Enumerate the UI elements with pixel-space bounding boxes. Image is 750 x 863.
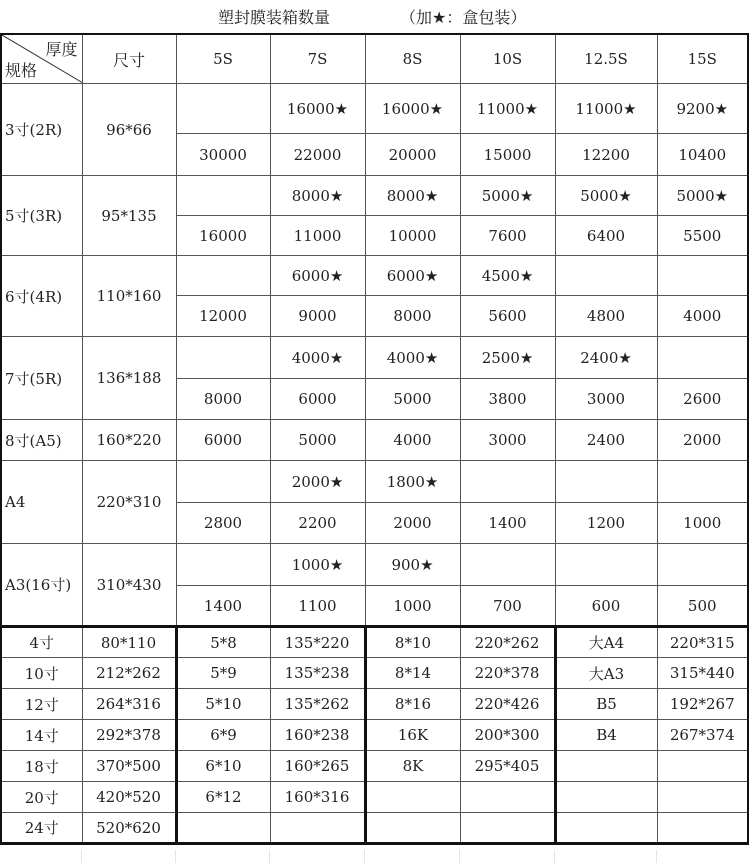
size-reference-row bbox=[1, 627, 748, 658]
reference-name-cell[interactable]: 5*8 bbox=[176, 627, 270, 658]
boxed-quantity-cell[interactable]: 16000★ bbox=[365, 84, 460, 134]
spec-row bbox=[1, 461, 748, 503]
reference-size-cell[interactable]: 267*374 bbox=[657, 720, 748, 751]
reference-name-cell[interactable]: 8K bbox=[365, 751, 460, 782]
boxed-quantity-cell[interactable] bbox=[555, 544, 657, 586]
spec-cell[interactable]: 6寸(4R) bbox=[1, 256, 82, 337]
reference-name-cell[interactable]: 12寸 bbox=[1, 689, 82, 720]
reference-name-cell[interactable]: 6*10 bbox=[176, 751, 270, 782]
boxed-quantity-cell[interactable]: 6000★ bbox=[270, 256, 365, 296]
reference-name-cell[interactable] bbox=[555, 813, 657, 844]
reference-size-cell[interactable]: 135*238 bbox=[270, 658, 365, 689]
reference-name-cell[interactable]: 4寸 bbox=[1, 627, 82, 658]
reference-name-cell[interactable]: 16K bbox=[365, 720, 460, 751]
quantity-cell[interactable]: 5000 bbox=[365, 379, 460, 420]
reference-size-cell[interactable]: 160*265 bbox=[270, 751, 365, 782]
quantity-cell[interactable]: 5000 bbox=[270, 420, 365, 461]
size-cell[interactable]: 310*430 bbox=[82, 544, 176, 627]
quantity-cell[interactable]: 6000 bbox=[176, 420, 270, 461]
size-cell[interactable]: 136*188 bbox=[82, 337, 176, 420]
size-cell[interactable]: 95*135 bbox=[82, 176, 176, 256]
quantity-cell[interactable]: 6000 bbox=[270, 379, 365, 420]
boxed-quantity-cell[interactable] bbox=[176, 337, 270, 379]
boxed-quantity-cell[interactable]: 5000★ bbox=[460, 176, 555, 216]
boxed-quantity-cell[interactable]: 1000★ bbox=[270, 544, 365, 586]
reference-name-cell[interactable]: B5 bbox=[555, 689, 657, 720]
corner-header-cell[interactable] bbox=[1, 34, 82, 84]
quantity-cell[interactable]: 3800 bbox=[460, 379, 555, 420]
boxed-quantity-cell[interactable] bbox=[176, 256, 270, 296]
reference-name-cell[interactable]: 20寸 bbox=[1, 782, 82, 813]
reference-name-cell[interactable]: 大A4 bbox=[555, 627, 657, 658]
reference-size-cell[interactable] bbox=[460, 813, 555, 844]
reference-name-cell[interactable] bbox=[365, 782, 460, 813]
quantity-cell[interactable]: 9000 bbox=[270, 296, 365, 337]
reference-name-cell[interactable] bbox=[555, 751, 657, 782]
reference-size-cell[interactable]: 200*300 bbox=[460, 720, 555, 751]
reference-name-cell[interactable]: 8*16 bbox=[365, 689, 460, 720]
reference-size-cell[interactable]: 220*315 bbox=[657, 627, 748, 658]
quantity-cell[interactable]: 15000 bbox=[460, 134, 555, 176]
size-cell[interactable]: 220*310 bbox=[82, 461, 176, 544]
boxed-quantity-cell[interactable]: 5000★ bbox=[555, 176, 657, 216]
quantity-cell[interactable]: 11000 bbox=[270, 216, 365, 256]
quantity-cell[interactable]: 5500 bbox=[657, 216, 748, 256]
spec-cell[interactable]: 5寸(3R) bbox=[1, 176, 82, 256]
spec-row bbox=[1, 84, 748, 134]
boxed-quantity-cell[interactable] bbox=[176, 176, 270, 216]
thickness-header-12.5S[interactable]: 12.5S bbox=[555, 34, 657, 84]
thickness-header-15S[interactable]: 15S bbox=[657, 34, 748, 84]
boxed-quantity-cell[interactable]: 11000★ bbox=[555, 84, 657, 134]
quantity-cell[interactable]: 2400 bbox=[555, 420, 657, 461]
quantity-cell[interactable]: 1200 bbox=[555, 503, 657, 544]
size-reference-row bbox=[1, 658, 748, 689]
reference-size-cell[interactable]: 220*426 bbox=[460, 689, 555, 720]
spec-cell[interactable]: 8寸(A5) bbox=[1, 420, 82, 461]
size-cell[interactable]: 160*220 bbox=[82, 420, 176, 461]
reference-size-cell[interactable]: 520*620 bbox=[82, 813, 176, 844]
boxed-quantity-cell[interactable] bbox=[176, 544, 270, 586]
sheet-title: 塑封膜装箱数量 bbox=[218, 8, 331, 27]
quantity-cell[interactable]: 22000 bbox=[270, 134, 365, 176]
reference-name-cell[interactable]: 大A3 bbox=[555, 658, 657, 689]
quantity-cell[interactable]: 1000 bbox=[365, 586, 460, 627]
quantity-cell[interactable]: 1000 bbox=[657, 503, 748, 544]
quantity-cell[interactable]: 1100 bbox=[270, 586, 365, 627]
reference-name-cell[interactable] bbox=[555, 782, 657, 813]
reference-size-cell[interactable] bbox=[460, 782, 555, 813]
size-reference-row bbox=[1, 751, 748, 782]
quantity-cell[interactable]: 2200 bbox=[270, 503, 365, 544]
reference-name-cell[interactable]: 18寸 bbox=[1, 751, 82, 782]
title-bar bbox=[0, 0, 750, 33]
quantity-cell[interactable]: 20000 bbox=[365, 134, 460, 176]
boxed-quantity-cell[interactable] bbox=[657, 544, 748, 586]
spec-row bbox=[1, 176, 748, 216]
size-cell[interactable]: 96*66 bbox=[82, 84, 176, 176]
reference-size-cell[interactable]: 220*262 bbox=[460, 627, 555, 658]
boxed-quantity-cell[interactable]: 2400★ bbox=[555, 337, 657, 379]
reference-size-cell[interactable]: 160*316 bbox=[270, 782, 365, 813]
quantity-cell[interactable]: 1400 bbox=[176, 586, 270, 627]
star-legend-note: （加★：盒包装） bbox=[400, 8, 527, 27]
size-reference-row bbox=[1, 720, 748, 751]
boxed-quantity-cell[interactable]: 4500★ bbox=[460, 256, 555, 296]
reference-name-cell[interactable]: 8*10 bbox=[365, 627, 460, 658]
quantity-cell[interactable]: 12200 bbox=[555, 134, 657, 176]
quantity-cell[interactable]: 5600 bbox=[460, 296, 555, 337]
reference-size-cell[interactable]: 370*500 bbox=[82, 751, 176, 782]
reference-size-cell[interactable]: 80*110 bbox=[82, 627, 176, 658]
quantity-cell[interactable]: 700 bbox=[460, 586, 555, 627]
quantity-cell[interactable]: 30000 bbox=[176, 134, 270, 176]
quantity-cell[interactable]: 600 bbox=[555, 586, 657, 627]
boxed-quantity-cell[interactable]: 9200★ bbox=[657, 84, 748, 134]
reference-name-cell[interactable]: 8*14 bbox=[365, 658, 460, 689]
reference-name-cell[interactable] bbox=[176, 813, 270, 844]
boxed-quantity-cell[interactable] bbox=[657, 337, 748, 379]
quantity-cell[interactable]: 6400 bbox=[555, 216, 657, 256]
packing-quantity-table bbox=[0, 33, 749, 845]
thickness-header-10S[interactable]: 10S bbox=[460, 34, 555, 84]
quantity-cell[interactable]: 7600 bbox=[460, 216, 555, 256]
boxed-quantity-cell[interactable]: 8000★ bbox=[365, 176, 460, 216]
thickness-header-5S[interactable]: 5S bbox=[176, 34, 270, 84]
quantity-cell[interactable]: 8000 bbox=[176, 379, 270, 420]
quantity-cell[interactable]: 12000 bbox=[176, 296, 270, 337]
quantity-cell[interactable]: 4800 bbox=[555, 296, 657, 337]
boxed-quantity-cell[interactable] bbox=[176, 461, 270, 503]
quantity-cell[interactable]: 2000 bbox=[657, 420, 748, 461]
reference-size-cell[interactable]: 135*262 bbox=[270, 689, 365, 720]
boxed-quantity-cell[interactable]: 1800★ bbox=[365, 461, 460, 503]
quantity-cell[interactable]: 4000 bbox=[365, 420, 460, 461]
boxed-quantity-cell[interactable] bbox=[460, 461, 555, 503]
boxed-quantity-cell[interactable]: 2500★ bbox=[460, 337, 555, 379]
reference-size-cell[interactable] bbox=[657, 813, 748, 844]
header-row bbox=[1, 34, 748, 84]
reference-name-cell[interactable]: 6*9 bbox=[176, 720, 270, 751]
reference-size-cell[interactable]: 212*262 bbox=[82, 658, 176, 689]
size-reference-row bbox=[1, 813, 748, 844]
size-cell[interactable]: 110*160 bbox=[82, 256, 176, 337]
reference-size-cell[interactable]: 292*378 bbox=[82, 720, 176, 751]
reference-size-cell[interactable]: 315*440 bbox=[657, 658, 748, 689]
quantity-cell[interactable]: 1400 bbox=[460, 503, 555, 544]
reference-name-cell[interactable]: 6*12 bbox=[176, 782, 270, 813]
boxed-quantity-cell[interactable] bbox=[555, 256, 657, 296]
reference-size-cell[interactable]: 160*238 bbox=[270, 720, 365, 751]
spec-row bbox=[1, 420, 748, 461]
boxed-quantity-cell[interactable]: 11000★ bbox=[460, 84, 555, 134]
thickness-header-7S[interactable]: 7S bbox=[270, 34, 365, 84]
boxed-quantity-cell[interactable]: 4000★ bbox=[270, 337, 365, 379]
boxed-quantity-cell[interactable]: 6000★ bbox=[365, 256, 460, 296]
spec-cell[interactable]: 3寸(2R) bbox=[1, 84, 82, 176]
quantity-cell[interactable]: 2800 bbox=[176, 503, 270, 544]
quantity-cell[interactable]: 2600 bbox=[657, 379, 748, 420]
reference-name-cell[interactable]: 5*10 bbox=[176, 689, 270, 720]
spec-cell[interactable]: 7寸(5R) bbox=[1, 337, 82, 420]
reference-name-cell[interactable]: B4 bbox=[555, 720, 657, 751]
size-header-cell[interactable]: 尺寸 bbox=[82, 34, 176, 84]
reference-name-cell[interactable] bbox=[365, 813, 460, 844]
boxed-quantity-cell[interactable]: 8000★ bbox=[270, 176, 365, 216]
boxed-quantity-cell[interactable]: 5000★ bbox=[657, 176, 748, 216]
spec-row bbox=[1, 256, 748, 296]
spreadsheet-gridlines bbox=[0, 850, 750, 863]
quantity-cell[interactable]: 3000 bbox=[555, 379, 657, 420]
quantity-cell[interactable]: 10000 bbox=[365, 216, 460, 256]
quantity-cell[interactable]: 4000 bbox=[657, 296, 748, 337]
thickness-label: 厚度 bbox=[45, 40, 78, 59]
boxed-quantity-cell[interactable] bbox=[657, 256, 748, 296]
reference-name-cell[interactable]: 24寸 bbox=[1, 813, 82, 844]
boxed-quantity-cell[interactable] bbox=[460, 544, 555, 586]
reference-name-cell[interactable]: 10寸 bbox=[1, 658, 82, 689]
spec-label: 规格 bbox=[5, 61, 38, 80]
reference-size-cell[interactable]: 420*520 bbox=[82, 782, 176, 813]
reference-name-cell[interactable]: 14寸 bbox=[1, 720, 82, 751]
size-reference-row bbox=[1, 782, 748, 813]
quantity-cell[interactable]: 2000 bbox=[365, 503, 460, 544]
spec-row bbox=[1, 337, 748, 379]
reference-size-cell[interactable]: 295*405 bbox=[460, 751, 555, 782]
quantity-cell[interactable]: 16000 bbox=[176, 216, 270, 256]
reference-name-cell[interactable]: 5*9 bbox=[176, 658, 270, 689]
quantity-cell[interactable]: 10400 bbox=[657, 134, 748, 176]
spec-row bbox=[1, 544, 748, 586]
boxed-quantity-cell[interactable] bbox=[555, 461, 657, 503]
size-reference-row bbox=[1, 689, 748, 720]
boxed-quantity-cell[interactable]: 16000★ bbox=[270, 84, 365, 134]
reference-size-cell[interactable]: 135*220 bbox=[270, 627, 365, 658]
spec-cell[interactable]: A4 bbox=[1, 461, 82, 544]
reference-size-cell[interactable] bbox=[270, 813, 365, 844]
reference-size-cell[interactable]: 192*267 bbox=[657, 689, 748, 720]
quantity-cell[interactable]: 3000 bbox=[460, 420, 555, 461]
reference-size-cell[interactable]: 264*316 bbox=[82, 689, 176, 720]
thickness-header-8S[interactable]: 8S bbox=[365, 34, 460, 84]
reference-size-cell[interactable] bbox=[657, 782, 748, 813]
boxed-quantity-cell[interactable] bbox=[657, 461, 748, 503]
spec-cell[interactable]: A3(16寸) bbox=[1, 544, 82, 627]
quantity-cell[interactable]: 8000 bbox=[365, 296, 460, 337]
quantity-cell[interactable]: 500 bbox=[657, 586, 748, 627]
boxed-quantity-cell[interactable] bbox=[176, 84, 270, 134]
reference-size-cell[interactable] bbox=[657, 751, 748, 782]
boxed-quantity-cell[interactable]: 900★ bbox=[365, 544, 460, 586]
reference-size-cell[interactable]: 220*378 bbox=[460, 658, 555, 689]
boxed-quantity-cell[interactable]: 4000★ bbox=[365, 337, 460, 379]
boxed-quantity-cell[interactable]: 2000★ bbox=[270, 461, 365, 503]
